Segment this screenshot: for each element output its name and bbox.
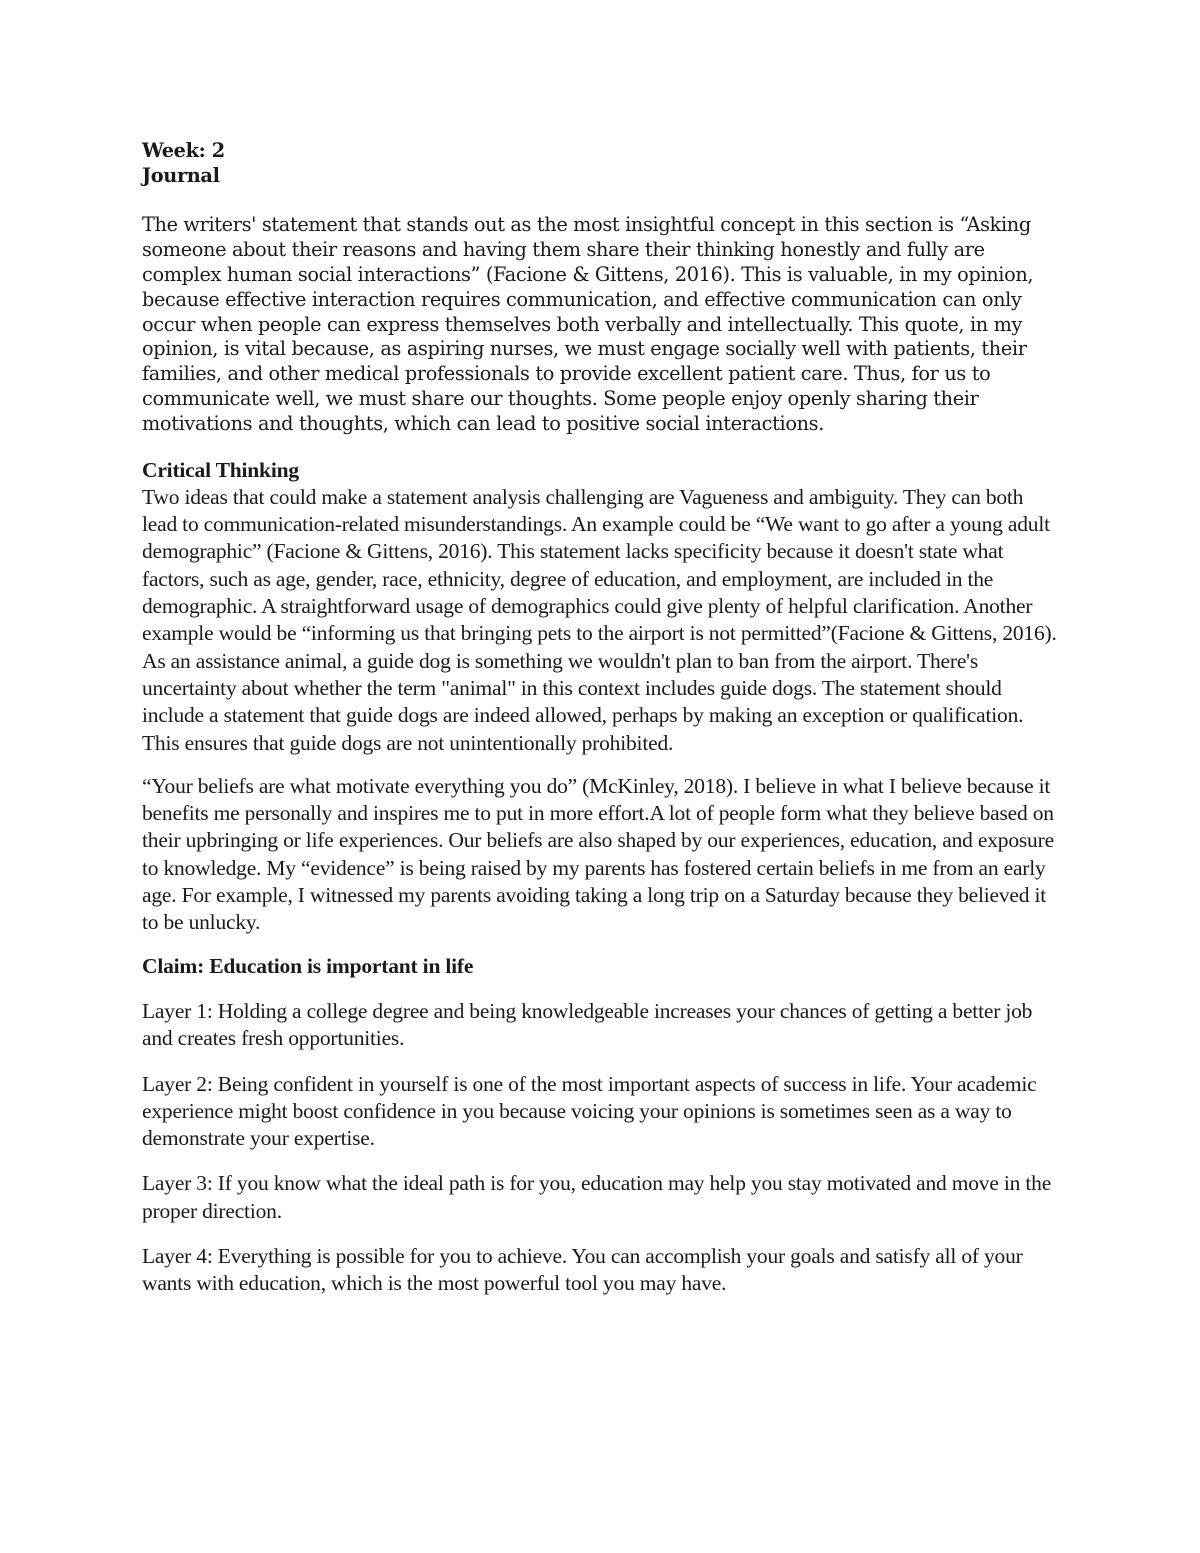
critical-thinking-heading: Critical Thinking bbox=[142, 457, 299, 482]
beliefs-paragraph: “Your beliefs are what motivate everything you do” (McKinley, 2018). I believe in what I believe because it benefits me personally and inspires me to put in more effort.A lot of people form what they believe based on their upbringing or life experiences. Our beliefs are also shaped by our experiences, education, and exposure to knowledge. My “evidence” is being raised by my parents has fostered certain beliefs in me from an early age. For example, I witnessed my parents avoiding taking a long trip on a Saturday because they believed it to be unlucky. bbox=[142, 773, 1054, 935]
critical-thinking-paragraph: Two ideas that could make a statement analysis challenging are Vagueness and ambiguity. They can both lead to communication-related misunderstandings. An example could be “We want to go after a young adult demographic” (Facione & Gittens, 2016). This statement lacks specificity because it doesn't state what factors, such as age, gender, race, ethnicity, degree of education, and employment, are included in the demographic. A straightforward usage of demographics could give plenty of helpful clarification. Another example would be “informing us that bringing pets to the airport is not permitted”(Facione & Gittens, 2016). As an assistance animal, a guide dog is something we wouldn't plan to ban from the airport. There's uncertainty about whether the term "animal" in this context includes guide dogs. The statement should include a statement that guide dogs are indeed allowed, perhaps by making an exception or qualification. This ensures that guide dogs are not unintentionally prohibited. bbox=[142, 484, 1057, 755]
layer-2-paragraph: Layer 2: Being confident in yourself is one of the most important aspects of success in life. Your academic experience might boost confidence in you because voicing your opinions is sometimes seen as a way to demonstrate your expertise. bbox=[142, 1071, 1037, 1151]
journal-heading: Journal bbox=[142, 163, 220, 187]
layer-3-paragraph: Layer 3: If you know what the ideal path is for you, education may help you stay motivated and move in the proper direction. bbox=[142, 1171, 1052, 1223]
intro-paragraph: The writers' statement that stands out as the most insightful concept in this section is “Asking someone about their reasons and having them share their thinking honestly and fully are complex human social interactions” (Facione & Gittens, 2016). This is valuable, in my opinion, because effective interaction requires communication, and effective communication can only occur when people can express themselves both verbally and intellectually. This quote, in my opinion, is vital because, as aspiring nurses, we must engage socially well with patients, their families, and other medical professionals to provide excellent patient care. Thus, for us to communicate well, we must share our thoughts. Some people enjoy openly sharing their motivations and thoughts, which can lead to positive social interactions. bbox=[142, 213, 1034, 435]
layer-1-paragraph: Layer 1: Holding a college degree and being knowledgeable increases your chances of getting a better job and creates fresh opportunities. bbox=[142, 998, 1033, 1051]
document-body bbox=[142, 139, 1062, 1298]
layer-4-paragraph: Layer 4: Everything is possible for you to achieve. You can accomplish your goals and satisfy all of your wants with education, which is the most powerful tool you may have. bbox=[142, 1243, 1023, 1296]
week-heading: Week: 2 bbox=[142, 139, 225, 162]
claim-heading: Claim: Education is important in life bbox=[142, 953, 474, 978]
